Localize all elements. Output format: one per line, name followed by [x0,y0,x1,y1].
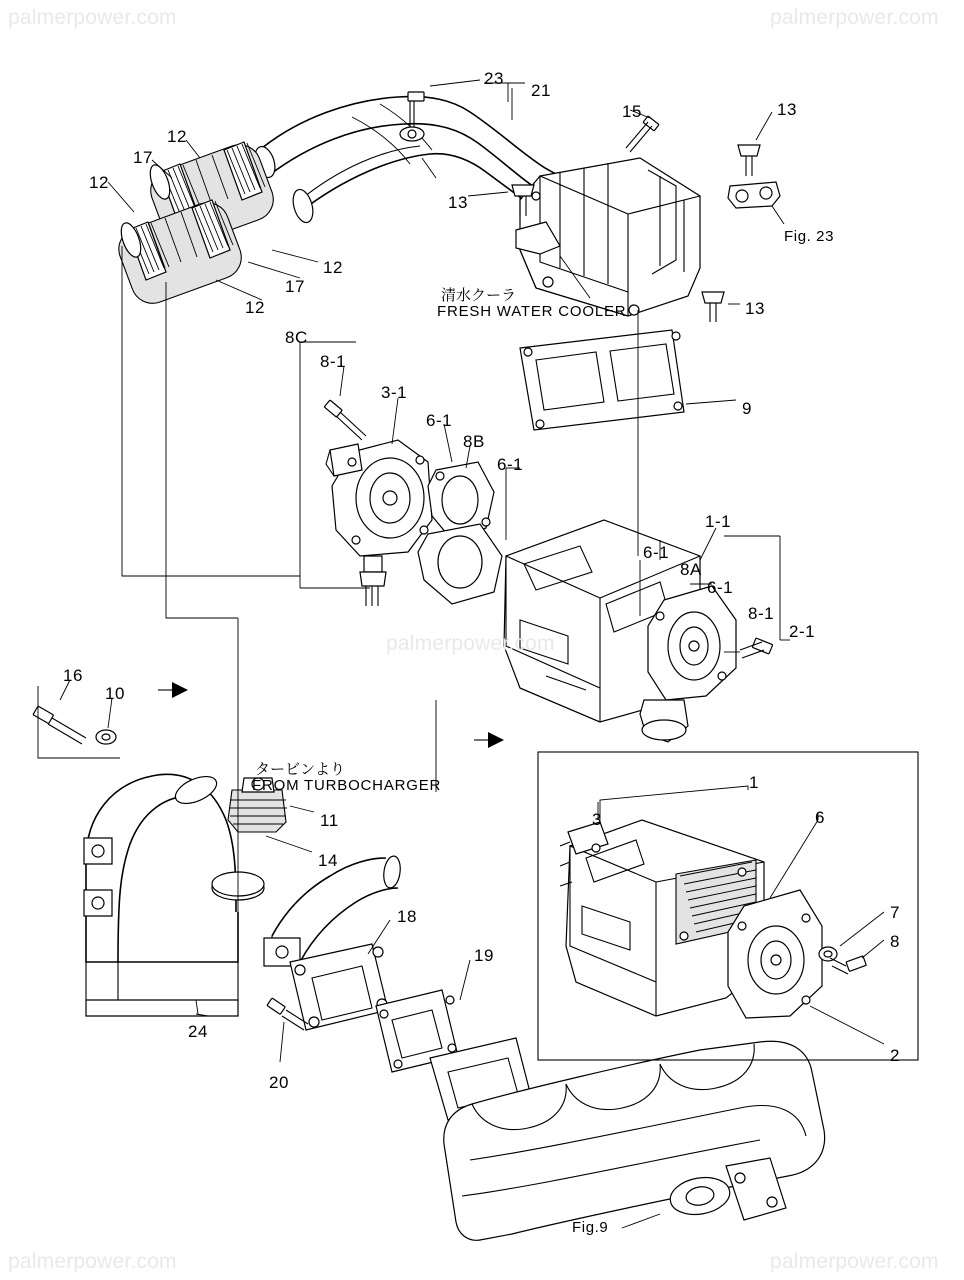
callout-6-1-b[interactable]: 6-1 [497,455,524,474]
callout-6-1-a[interactable]: 6-1 [426,411,453,430]
watermark: palmerpower.com [770,1250,939,1273]
callout-16[interactable]: 16 [63,666,83,685]
watermark: palmerpower.com [8,1250,177,1273]
callout-13-mid[interactable]: 13 [448,193,468,212]
from-turbocharger-label-jp: タービンより [255,760,346,778]
callout-6[interactable]: 6 [815,808,825,827]
callout-18[interactable]: 18 [397,907,417,926]
callout-20[interactable]: 20 [269,1073,289,1092]
callout-21[interactable]: 21 [531,81,551,100]
callout-2-1[interactable]: 2-1 [789,622,816,641]
callout-24[interactable]: 24 [188,1022,208,1041]
callout-17-b[interactable]: 17 [285,277,305,296]
callout-8C[interactable]: 8C [285,328,308,347]
callout-12-d[interactable]: 12 [245,298,265,317]
callout-13-low[interactable]: 13 [745,299,765,318]
from-turbocharger-label-en: FROM TURBOCHARGER [252,777,442,794]
callout-2[interactable]: 2 [890,1046,900,1065]
fig-23-reference[interactable]: Fig. 23 [784,228,835,245]
callout-8-1-b[interactable]: 8-1 [748,604,775,623]
callout-10[interactable]: 10 [105,684,125,703]
watermark: palmerpower.com [8,6,177,29]
fresh-water-cooler-label-en: FRESH WATER COOLER [437,303,627,320]
watermark: palmerpower.com [770,6,939,29]
callout-3-1[interactable]: 3-1 [381,383,408,402]
callout-13-top[interactable]: 13 [777,100,797,119]
callout-12-b[interactable]: 12 [89,173,109,192]
callout-1[interactable]: 1 [749,773,759,792]
callout-8[interactable]: 8 [890,932,900,951]
callout-8-1-a[interactable]: 8-1 [320,352,347,371]
callout-6-1-c[interactable]: 6-1 [643,543,670,562]
watermark: palmerpower.com [386,632,555,655]
callout-23[interactable]: 23 [484,69,504,88]
callout-11[interactable]: 11 [320,811,339,830]
callout-7[interactable]: 7 [890,903,900,922]
callout-1-1[interactable]: 1-1 [705,512,732,531]
callout-6-1-d[interactable]: 6-1 [707,578,734,597]
callout-8B[interactable]: 8B [463,432,485,451]
callout-3[interactable]: 3 [592,810,602,829]
fresh-water-cooler-label-jp: 清水クーラ [441,286,517,304]
intake-connector [264,855,470,1072]
fig-9-reference[interactable]: Fig.9 [572,1219,609,1236]
callout-17-a[interactable]: 17 [133,148,153,167]
callout-9[interactable]: 9 [742,399,752,418]
callout-14[interactable]: 14 [318,851,338,870]
callout-8A[interactable]: 8A [680,560,702,579]
callout-12-c[interactable]: 12 [323,258,343,277]
callout-12-a[interactable]: 12 [167,127,187,146]
callout-19[interactable]: 19 [474,946,494,965]
gasket-9 [520,330,736,430]
pump-housing [300,342,432,606]
intake-manifold-fig9 [430,1038,825,1240]
callout-15[interactable]: 15 [622,102,642,121]
